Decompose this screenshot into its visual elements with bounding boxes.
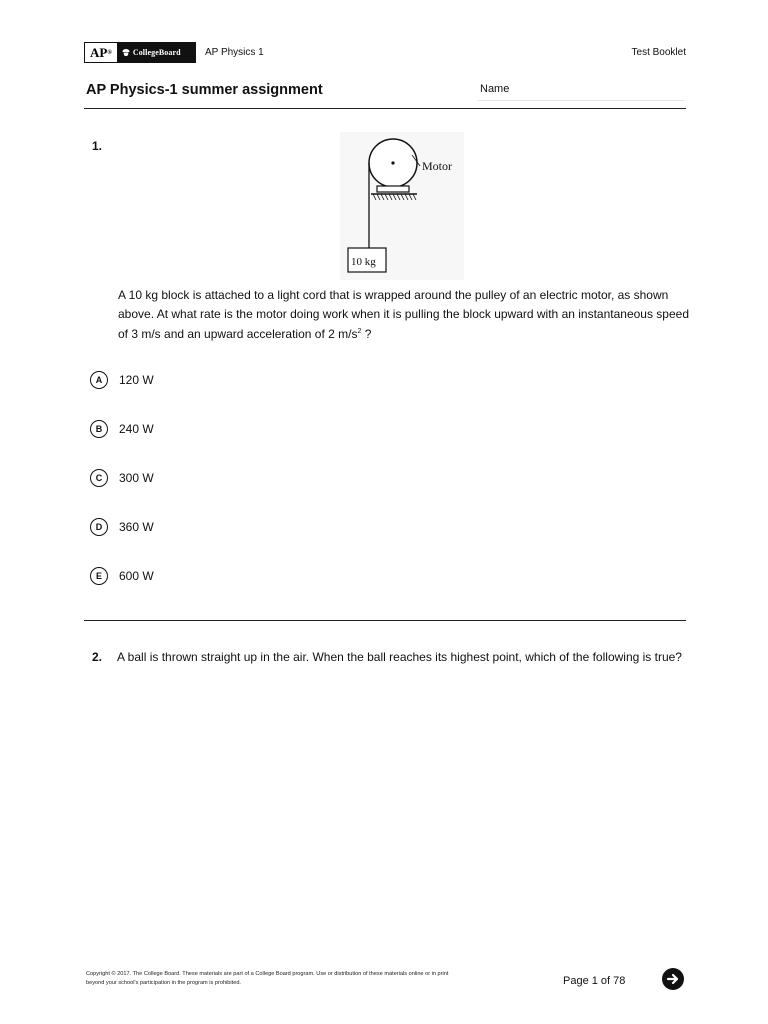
arrow-right-icon (666, 972, 680, 986)
motor-pulley-figure (340, 132, 464, 280)
choice-bubble[interactable]: B (90, 420, 108, 438)
choice-c[interactable] (90, 467, 154, 489)
name-field-line[interactable] (478, 100, 684, 101)
question-2-number: 2. (92, 650, 103, 664)
choice-label: 300 W (119, 471, 154, 485)
choice-label: 120 W (119, 373, 154, 387)
motor-label: Motor (422, 159, 452, 173)
choice-label: 360 W (119, 520, 154, 534)
header-booklet-label: Test Booklet (631, 47, 686, 58)
block-label: 10 kg (351, 256, 376, 268)
choice-b[interactable] (90, 418, 154, 440)
header-subject: AP Physics 1 (205, 47, 264, 58)
choice-label: 240 W (119, 422, 154, 436)
choice-d[interactable] (90, 516, 154, 538)
ap-logo: AP ® (85, 43, 117, 62)
divider-question (84, 620, 686, 621)
acorn-icon (122, 48, 130, 57)
pulley-axle (391, 161, 394, 164)
choice-e[interactable] (90, 565, 154, 587)
choice-bubble[interactable]: D (90, 518, 108, 536)
copyright-notice: Copyright © 2017. The College Board. These materials are part of a College Board program. Use or distribution of these materials online or in print beyond your school's participation in the program is prohibited. (86, 971, 449, 986)
choice-bubble[interactable]: E (90, 567, 108, 585)
collegeboard-logo: CollegeBoard (117, 43, 195, 62)
choice-bubble[interactable]: A (90, 371, 108, 389)
page-title: AP Physics-1 summer assignment (86, 82, 323, 98)
choice-bubble[interactable]: C (90, 469, 108, 487)
divider-top (84, 108, 686, 109)
page-indicator: Page 1 of 78 (563, 975, 626, 987)
choice-a[interactable] (90, 369, 154, 391)
name-label: Name (480, 83, 510, 95)
ap-collegeboard-logo (84, 42, 196, 63)
question-1-number: 1. (92, 139, 103, 153)
arrow-right-circle-icon[interactable] (662, 968, 684, 990)
choice-label: 600 W (119, 569, 154, 583)
question-1-text: A 10 kg block is attached to a light cord that is wrapped around the pulley of an electric motor, as shown above. At what rate is the motor doing work when it is pulling the block upward with an instantaneous speed of 3 m/s and an upward acceleration of 2 $m/s^2$ ? (118, 288, 690, 341)
question-2-text: A ball is thrown straight up in the air. When the ball reaches its highest point, which of the following is true? (117, 650, 682, 664)
